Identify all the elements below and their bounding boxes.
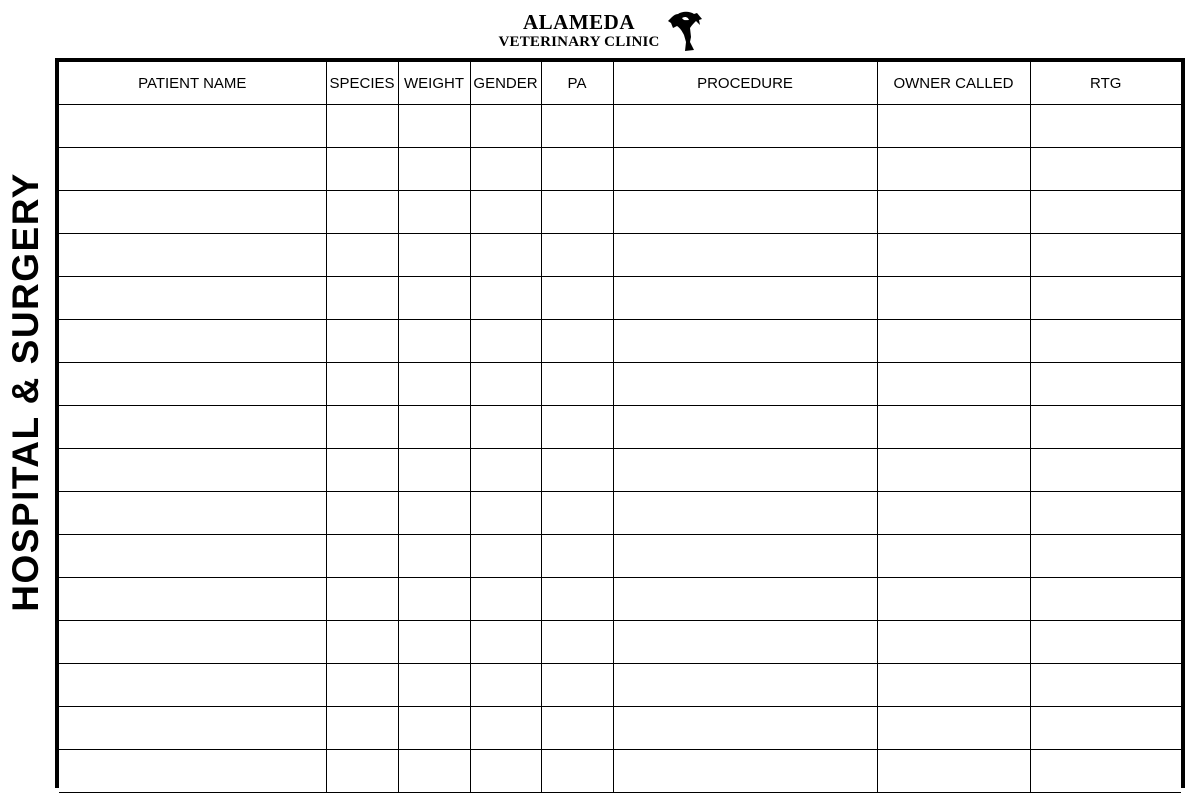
cell-species[interactable]	[326, 449, 398, 492]
table-row	[59, 105, 1181, 148]
cell-owner-called[interactable]	[877, 707, 1030, 750]
cell-rtg[interactable]	[1030, 320, 1181, 363]
cell-species[interactable]	[326, 148, 398, 191]
table-row	[59, 277, 1181, 320]
cell-pa[interactable]	[541, 234, 613, 277]
cell-owner-called[interactable]	[877, 320, 1030, 363]
cell-weight[interactable]	[398, 578, 470, 621]
cell-procedure[interactable]	[613, 105, 877, 148]
col-header-rtg: RTG	[1030, 62, 1181, 105]
cell-rtg[interactable]	[1030, 750, 1181, 793]
cell-rtg[interactable]	[1030, 105, 1181, 148]
cell-species[interactable]	[326, 707, 398, 750]
cell-pa[interactable]	[541, 277, 613, 320]
cell-species[interactable]	[326, 191, 398, 234]
cell-procedure[interactable]	[613, 492, 877, 535]
cell-rtg[interactable]	[1030, 707, 1181, 750]
cell-patient-name[interactable]	[59, 406, 326, 449]
cell-procedure[interactable]	[613, 578, 877, 621]
cell-weight[interactable]	[398, 707, 470, 750]
cell-patient-name[interactable]	[59, 707, 326, 750]
cell-gender[interactable]	[470, 707, 541, 750]
cell-gender[interactable]	[470, 449, 541, 492]
table-row	[59, 320, 1181, 363]
table-row	[59, 578, 1181, 621]
cell-owner-called[interactable]	[877, 621, 1030, 664]
cell-owner-called[interactable]	[877, 148, 1030, 191]
cell-patient-name[interactable]	[59, 191, 326, 234]
cell-pa[interactable]	[541, 406, 613, 449]
table-row	[59, 234, 1181, 277]
cell-owner-called[interactable]	[877, 105, 1030, 148]
cell-procedure[interactable]	[613, 363, 877, 406]
cell-gender[interactable]	[470, 277, 541, 320]
table-row	[59, 707, 1181, 750]
patient-log-sheet	[55, 58, 1185, 788]
cell-species[interactable]	[326, 664, 398, 707]
cell-rtg[interactable]	[1030, 191, 1181, 234]
cell-owner-called[interactable]	[877, 664, 1030, 707]
cell-patient-name[interactable]	[59, 148, 326, 191]
cell-weight[interactable]	[398, 277, 470, 320]
cell-species[interactable]	[326, 234, 398, 277]
cell-patient-name[interactable]	[59, 750, 326, 793]
cell-procedure[interactable]	[613, 535, 877, 578]
cell-patient-name[interactable]	[59, 449, 326, 492]
cell-pa[interactable]	[541, 363, 613, 406]
cell-rtg[interactable]	[1030, 363, 1181, 406]
cell-procedure[interactable]	[613, 320, 877, 363]
col-header-owner-called: OWNER CALLED	[877, 62, 1030, 105]
cell-weight[interactable]	[398, 191, 470, 234]
col-header-procedure: PROCEDURE	[613, 62, 877, 105]
cell-pa[interactable]	[541, 105, 613, 148]
cell-owner-called[interactable]	[877, 578, 1030, 621]
table-row	[59, 664, 1181, 707]
table-body	[59, 105, 1181, 793]
cell-gender[interactable]	[470, 105, 541, 148]
cell-gender[interactable]	[470, 578, 541, 621]
cell-species[interactable]	[326, 535, 398, 578]
cell-pa[interactable]	[541, 320, 613, 363]
cell-procedure[interactable]	[613, 277, 877, 320]
cell-species[interactable]	[326, 320, 398, 363]
cell-gender[interactable]	[470, 750, 541, 793]
side-title: HOSPITAL & SURGERY	[5, 172, 46, 612]
col-header-weight: WEIGHT	[398, 62, 470, 105]
cell-weight[interactable]	[398, 363, 470, 406]
cell-weight[interactable]	[398, 148, 470, 191]
cell-owner-called[interactable]	[877, 492, 1030, 535]
cell-weight[interactable]	[398, 449, 470, 492]
cell-pa[interactable]	[541, 750, 613, 793]
cell-weight[interactable]	[398, 621, 470, 664]
cell-patient-name[interactable]	[59, 664, 326, 707]
cell-weight[interactable]	[398, 105, 470, 148]
col-header-patient-name: PATIENT NAME	[59, 62, 326, 105]
cell-pa[interactable]	[541, 621, 613, 664]
cell-gender[interactable]	[470, 664, 541, 707]
cell-pa[interactable]	[541, 664, 613, 707]
cell-gender[interactable]	[470, 234, 541, 277]
cell-gender[interactable]	[470, 621, 541, 664]
cell-procedure[interactable]	[613, 707, 877, 750]
cell-species[interactable]	[326, 406, 398, 449]
cell-rtg[interactable]	[1030, 535, 1181, 578]
cell-rtg[interactable]	[1030, 449, 1181, 492]
cell-gender[interactable]	[470, 191, 541, 234]
cell-procedure[interactable]	[613, 406, 877, 449]
col-header-pa: PA	[541, 62, 613, 105]
cell-patient-name[interactable]	[59, 492, 326, 535]
cell-patient-name[interactable]	[59, 363, 326, 406]
cell-procedure[interactable]	[613, 191, 877, 234]
cell-gender[interactable]	[470, 406, 541, 449]
cell-patient-name[interactable]	[59, 105, 326, 148]
cell-owner-called[interactable]	[877, 277, 1030, 320]
cell-gender[interactable]	[470, 492, 541, 535]
cell-species[interactable]	[326, 363, 398, 406]
cell-owner-called[interactable]	[877, 406, 1030, 449]
clinic-header	[494, 12, 664, 50]
table-row	[59, 621, 1181, 664]
cell-owner-called[interactable]	[877, 363, 1030, 406]
cell-patient-name[interactable]	[59, 277, 326, 320]
cell-species[interactable]	[326, 621, 398, 664]
table-row	[59, 750, 1181, 793]
cell-gender[interactable]	[470, 148, 541, 191]
cell-weight[interactable]	[398, 406, 470, 449]
cell-owner-called[interactable]	[877, 750, 1030, 793]
clinic-subtitle: VETERINARY CLINIC	[498, 34, 660, 50]
table-row	[59, 406, 1181, 449]
cell-patient-name[interactable]	[59, 234, 326, 277]
cell-weight[interactable]	[398, 320, 470, 363]
cell-species[interactable]	[326, 750, 398, 793]
cell-procedure[interactable]	[613, 449, 877, 492]
col-header-gender: GENDER	[470, 62, 541, 105]
cell-pa[interactable]	[541, 578, 613, 621]
cell-procedure[interactable]	[613, 621, 877, 664]
table-row	[59, 492, 1181, 535]
cell-species[interactable]	[326, 277, 398, 320]
cell-rtg[interactable]	[1030, 578, 1181, 621]
cell-procedure[interactable]	[613, 234, 877, 277]
cell-weight[interactable]	[398, 664, 470, 707]
cell-rtg[interactable]	[1030, 277, 1181, 320]
cell-gender[interactable]	[470, 363, 541, 406]
cell-pa[interactable]	[541, 449, 613, 492]
cell-procedure[interactable]	[613, 148, 877, 191]
clinic-logo-icon	[666, 11, 704, 53]
cell-pa[interactable]	[541, 492, 613, 535]
cell-pa[interactable]	[541, 707, 613, 750]
cell-owner-called[interactable]	[877, 535, 1030, 578]
cell-owner-called[interactable]	[877, 191, 1030, 234]
cell-patient-name[interactable]	[59, 535, 326, 578]
cell-rtg[interactable]	[1030, 406, 1181, 449]
table-row	[59, 363, 1181, 406]
cell-species[interactable]	[326, 578, 398, 621]
cell-patient-name[interactable]	[59, 578, 326, 621]
cell-weight[interactable]	[398, 535, 470, 578]
cell-pa[interactable]	[541, 191, 613, 234]
cell-rtg[interactable]	[1030, 664, 1181, 707]
cell-weight[interactable]	[398, 750, 470, 793]
cell-species[interactable]	[326, 492, 398, 535]
cell-pa[interactable]	[541, 148, 613, 191]
table-row	[59, 535, 1181, 578]
cell-procedure[interactable]	[613, 750, 877, 793]
cell-gender[interactable]	[470, 320, 541, 363]
cell-patient-name[interactable]	[59, 320, 326, 363]
cell-rtg[interactable]	[1030, 492, 1181, 535]
cell-species[interactable]	[326, 105, 398, 148]
cell-rtg[interactable]	[1030, 148, 1181, 191]
col-header-species: SPECIES	[326, 62, 398, 105]
cell-rtg[interactable]	[1030, 621, 1181, 664]
table-row	[59, 449, 1181, 492]
cell-rtg[interactable]	[1030, 234, 1181, 277]
table-row	[59, 148, 1181, 191]
cell-weight[interactable]	[398, 234, 470, 277]
cell-gender[interactable]	[470, 535, 541, 578]
cell-owner-called[interactable]	[877, 234, 1030, 277]
table-header-row	[59, 62, 1181, 105]
cell-weight[interactable]	[398, 492, 470, 535]
table-row	[59, 191, 1181, 234]
cell-pa[interactable]	[541, 535, 613, 578]
clinic-name: ALAMEDA	[523, 10, 635, 34]
cell-owner-called[interactable]	[877, 449, 1030, 492]
patient-log-table	[59, 62, 1181, 793]
cell-procedure[interactable]	[613, 664, 877, 707]
cell-patient-name[interactable]	[59, 621, 326, 664]
